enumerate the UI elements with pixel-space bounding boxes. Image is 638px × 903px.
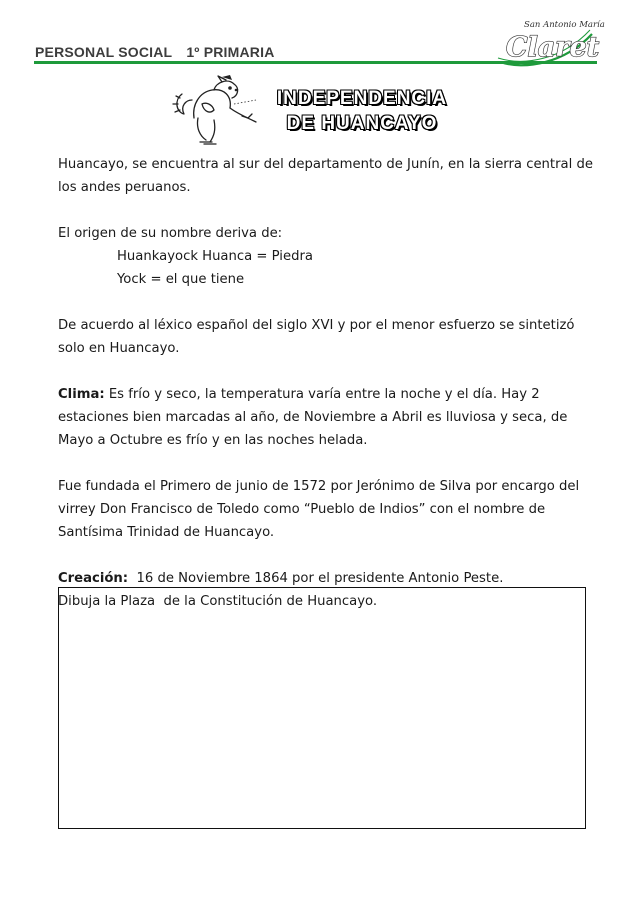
climate-label: Clima: [58, 387, 105, 402]
origin-line-2: Yock = el que tiene [117, 272, 245, 287]
lexicon-paragraph: De acuerdo al léxico español del siglo XVI y por el menor esfuerzo se sintetizó solo en Huancayo. [58, 318, 575, 356]
creation-text: 16 de Noviembre 1864 por el presidente Antonio Peste. [128, 571, 504, 586]
mascot-squirrel-icon [172, 74, 258, 146]
climate-paragraph [58, 383, 603, 452]
page-title-line-1: INDEPENDENCIA [276, 88, 448, 109]
drawing-area[interactable] [58, 587, 586, 829]
logo-top-text: San Antonio María [524, 20, 605, 30]
founding-paragraph: Fue fundada el Primero de junio de 1572 por Jerónimo de Silva por encargo del virrey Don Francisco de Toledo como “Pueblo de Indios” con el nombre de Santísima Trinidad de Huancayo. [58, 479, 580, 540]
logo-main-text: Claret [506, 32, 600, 63]
creation-label: Creación: [58, 571, 129, 586]
grade-label: 1º PRIMARIA [186, 44, 275, 60]
main-content [58, 153, 603, 613]
climate-text: Es frío y seco, la temperatura varía entre la noche y el día. Hay 2 estaciones bien marcadas al año, de Noviembre a Abril es lluviosa y seca, de Mayo a Octubre es frío y en las noches helada. [58, 387, 568, 448]
origin-intro: El origen de su nombre deriva de: [58, 226, 283, 241]
claret-logo-icon [494, 14, 605, 70]
page-title-line-2: DE HUANCAYO [286, 113, 438, 134]
origin-line-1: Huankayock Huanca = Piedra [117, 249, 313, 264]
subject-label: PERSONAL SOCIAL [35, 44, 173, 60]
page-header [35, 44, 275, 60]
location-paragraph: Huancayo, se encuentra al sur del departamento de Junín, en la sierra central de los andes peruanos. [58, 157, 593, 195]
drawing-instruction: Dibuja la Plaza de la Constitución de Huancayo. [58, 594, 378, 609]
